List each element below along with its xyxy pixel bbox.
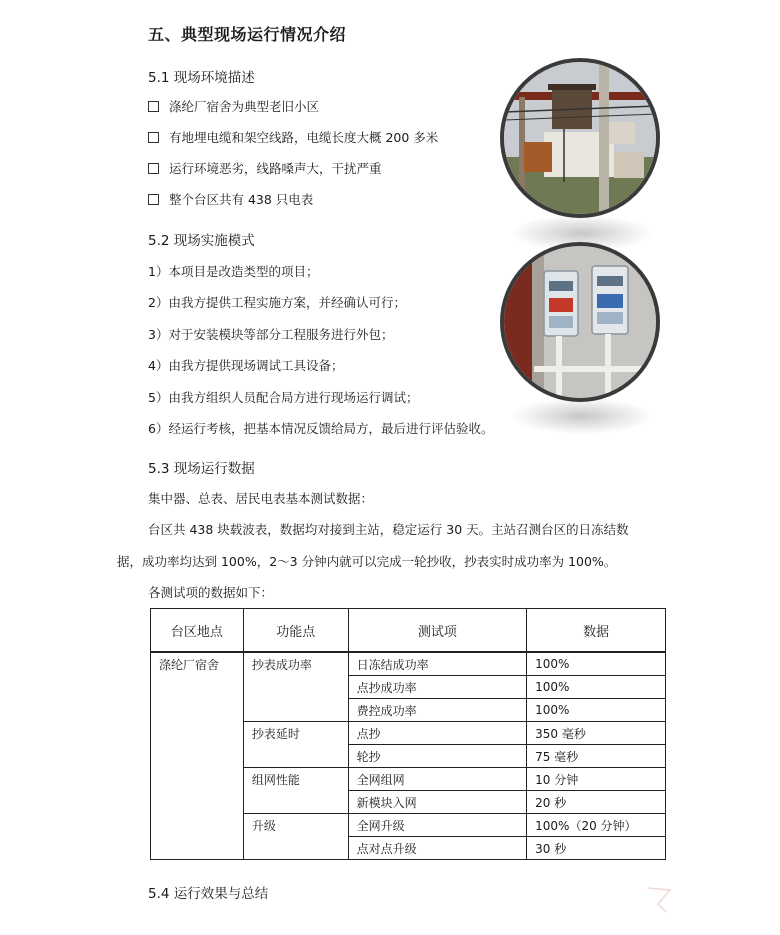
- value-cell: 100%: [527, 699, 666, 722]
- header-test-item: 测试项: [348, 609, 527, 653]
- test-data-table: [150, 608, 666, 860]
- function-cell: 抄表成功率: [243, 652, 348, 722]
- test-item-cell: 日冻结成功率: [348, 652, 527, 676]
- impl-list-item: 1）本项目是改造类型的项目；: [148, 264, 319, 279]
- header-function: 功能点: [243, 609, 348, 653]
- env-list-item: 运行环境恶劣，线路嗓声大，干扰严重: [148, 160, 382, 178]
- table-intro: 各测试项的数据如下：: [148, 585, 274, 600]
- table-header-row: [151, 609, 666, 653]
- value-cell: 100%: [527, 676, 666, 699]
- location-cell: 涤纶厂宿舍: [151, 652, 244, 860]
- test-item-cell: 点抄成功率: [348, 676, 527, 699]
- impl-list-item: 3）对于安装模块等部分工程服务进行外包；: [148, 327, 394, 342]
- heading-5-1: 5.1 现场环境描述: [148, 70, 255, 86]
- value-cell: 30 秒: [527, 837, 666, 860]
- checkbox-icon: [148, 132, 159, 143]
- value-cell: 100%（20 分钟）: [527, 814, 666, 837]
- value-cell: 10 分钟: [527, 768, 666, 791]
- watermark-mark-icon: [640, 880, 680, 920]
- env-list-item: 整个台区共有 438 只电表: [148, 191, 313, 209]
- photo-shadow: [512, 398, 652, 434]
- site-photo-meters: [500, 242, 660, 402]
- impl-list-item: 2）由我方提供工程实施方案，并经确认可行；: [148, 295, 406, 310]
- test-item-cell: 轮抄: [348, 745, 527, 768]
- value-cell: 350 毫秒: [527, 722, 666, 745]
- checkbox-icon: [148, 194, 159, 205]
- data-intro: 集中器、总表、居民电表基本测试数据：: [148, 491, 374, 506]
- impl-list-item: 6）经运行考核，把基本情况反馈给局方，最后进行评估验收。: [148, 421, 494, 436]
- value-cell: 75 毫秒: [527, 745, 666, 768]
- data-paragraph-line: 据，成功率均达到 100%，2～3 分钟内就可以完成一轮抄收，抄表实时成功率为 100%。: [117, 554, 617, 569]
- test-item-cell: 费控成功率: [348, 699, 527, 722]
- function-cell: 抄表延时: [243, 722, 348, 768]
- section-title: 五、典型现场运行情况介绍: [148, 25, 347, 44]
- impl-list-item: 5）由我方组织人员配合局方进行现场运行调试；: [148, 390, 419, 405]
- test-item-cell: 点对点升级: [348, 837, 527, 860]
- test-item-cell: 新模块入网: [348, 791, 527, 814]
- impl-list-item: 4）由我方提供现场调试工具设备；: [148, 358, 344, 373]
- table-row: [151, 652, 666, 676]
- heading-5-3: 5.3 现场运行数据: [148, 461, 255, 477]
- heading-5-2: 5.2 现场实施模式: [148, 233, 255, 249]
- test-item-cell: 全网组网: [348, 768, 527, 791]
- checkbox-icon: [148, 101, 159, 112]
- function-cell: 升级: [243, 814, 348, 860]
- test-item-cell: 全网升级: [348, 814, 527, 837]
- header-location: 台区地点: [151, 609, 244, 653]
- env-list-item: 有地埋电缆和架空线路，电缆长度大概 200 多米: [148, 129, 438, 147]
- checkbox-icon: [148, 163, 159, 174]
- test-item-cell: 点抄: [348, 722, 527, 745]
- env-list-item: 涤纶厂宿舍为典型老旧小区: [148, 98, 319, 116]
- header-data: 数据: [527, 609, 666, 653]
- data-paragraph-line: 台区共 438 块载波表，数据均对接到主站，稳定运行 30 天。主站召测台区的日冻结数: [148, 522, 629, 537]
- site-photo-transformer: [500, 58, 660, 218]
- function-cell: 组网性能: [243, 768, 348, 814]
- value-cell: 100%: [527, 652, 666, 676]
- heading-5-4: 5.4 运行效果与总结: [148, 886, 269, 902]
- value-cell: 20 秒: [527, 791, 666, 814]
